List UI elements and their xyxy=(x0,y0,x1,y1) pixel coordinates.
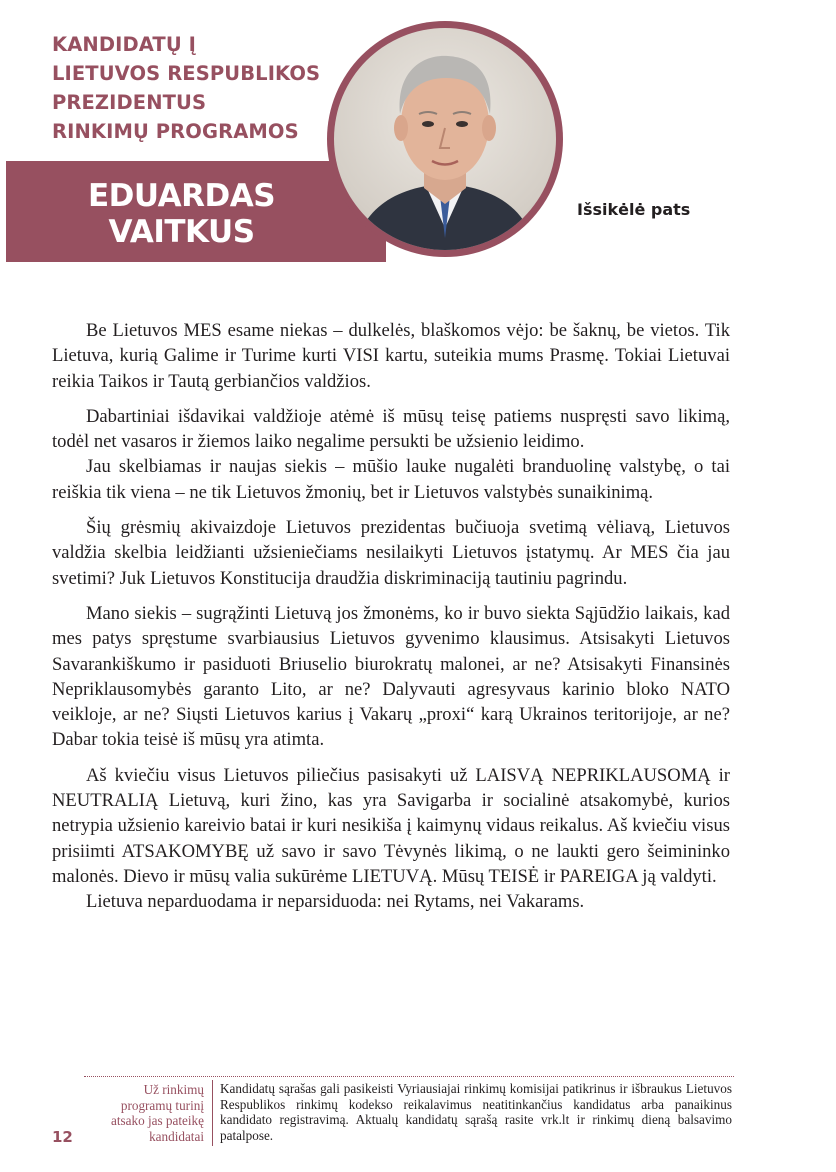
program-text xyxy=(52,318,730,915)
title-line: LIETUVOS RESPUBLIKOS xyxy=(52,62,321,85)
paragraph: Lietuva neparduodama ir neparsiduoda: nei Rytams, nei Vakarams. xyxy=(86,891,585,913)
nomination-label: Išsikėlė pats xyxy=(577,200,691,219)
candidate-name xyxy=(88,178,275,250)
document-title xyxy=(52,30,320,146)
title-line: PREZIDENTUS xyxy=(52,91,207,114)
footer-divider-line xyxy=(84,1076,734,1077)
footer-column-divider xyxy=(212,1080,213,1146)
paragraph: Mano siekis – sugrąžinti Lietuvą jos žmonėms, ko ir buvo siekta Sąjūdžio laikais, kad mes patys spręstume svarbiausius Lietuvos gyvenimo klausimus. Atsisakyti Lietuvos Savarankiškumo ir pasiduoti Briuselio biurokratų malonei, ar ne? Atsisakyti Finansinės Nepriklausomybės garanto Lito, ar ne? Dalyvauti agresyvaus karinio bloko NATO veikloje, ar ne? Siųsti Lietuvos karius į Vakarų „proxi“ karą Ukrainos teritorijoje, ar ne? Dabar tokia teisė iš mūsų yra atimta. xyxy=(52,602,730,751)
candidate-first-name: EDUARDAS xyxy=(88,178,276,214)
footer-responsibility-note: Už rinkimų programų turinį atsako jas pateikę kandidatai xyxy=(110,1082,204,1144)
candidate-portrait-icon xyxy=(334,28,556,250)
title-line: RINKIMŲ PROGRAMOS xyxy=(52,120,299,143)
paragraph: Šių grėsmių akivaizdoje Lietuvos prezidentas bučiuoja svetimą vėliavą, Lietuvos valdžia skelbia leidžianti užsieniečiams nesilaikyti Lietuvos įstatymų. Ar MES čia jau svetimi? Juk Lietuvos Konstitucija draudžia diskriminaciją tautiniu pagrindu. xyxy=(52,517,730,589)
paragraph: Dabartiniai išdavikai valdžioje atėmė iš mūsų teisę patiems nuspręsti savo likimą, todėl net vasaros ir žiemos laiko negalime persukti be užsienio leidimo. xyxy=(52,405,730,453)
paragraph: Aš kviečiu visus Lietuvos piliečius pasisakyti už LAISVĄ NEPRIKLAUSOMĄ ir NEUTRALIĄ Lietuvą, kuri žino, kas yra Savigarba ir socialinė atsakomybė, kurios netrypia užsienio kareivio batai ir kuri nesikiša į kaimynų vidaus reikalus. Aš kviečiu visus prisiimti ATSAKOMYBĘ už savo ir savo Tėvynės likimą, o ne laukti gero šeimininko malonės. Dievo ir mūsų valia sukūrėme LIETUVĄ. Mūsų TEISĖ ir PAREIGA ją valdyti. xyxy=(52,764,730,887)
footer-candidate-list-note: Kandidatų sąrašas gali pasikeisti Vyriausiajai rinkimų komisijai patikrinus ir išbraukus Lietuvos Respublikos rinkimų kodekso reikalavimus neatitinkančius kandidatus arba panaikinus kandidato registravimą. Aktualų kandidatų sąrašą rasite vrk.lt ir rinkimų dieną balsavimo patalpose. xyxy=(220,1081,732,1143)
paragraph: Jau skelbiamas ir naujas siekis – mūšio lauke nugalėti branduolinę valstybę, o tai reiškia tik viena – ne tik Lietuvos žmonių, bet ir Lietuvos valstybės sunaikinimą. xyxy=(52,456,730,503)
title-line: KANDIDATŲ Į xyxy=(52,33,197,56)
page-number: 12 xyxy=(52,1128,73,1146)
candidate-last-name: VAITKUS xyxy=(108,214,255,250)
paragraph: Be Lietuvos MES esame niekas – dulkelės, blaškomos vėjo: be šaknų, be vietos. Tik Lietuva, kurią Galime ir Turime kurti VISI kartu, suteikia mums Prasmę. Tokiai Lietuvai reikia Taikos ir Tautą gerbiančios valdžios. xyxy=(52,320,730,392)
